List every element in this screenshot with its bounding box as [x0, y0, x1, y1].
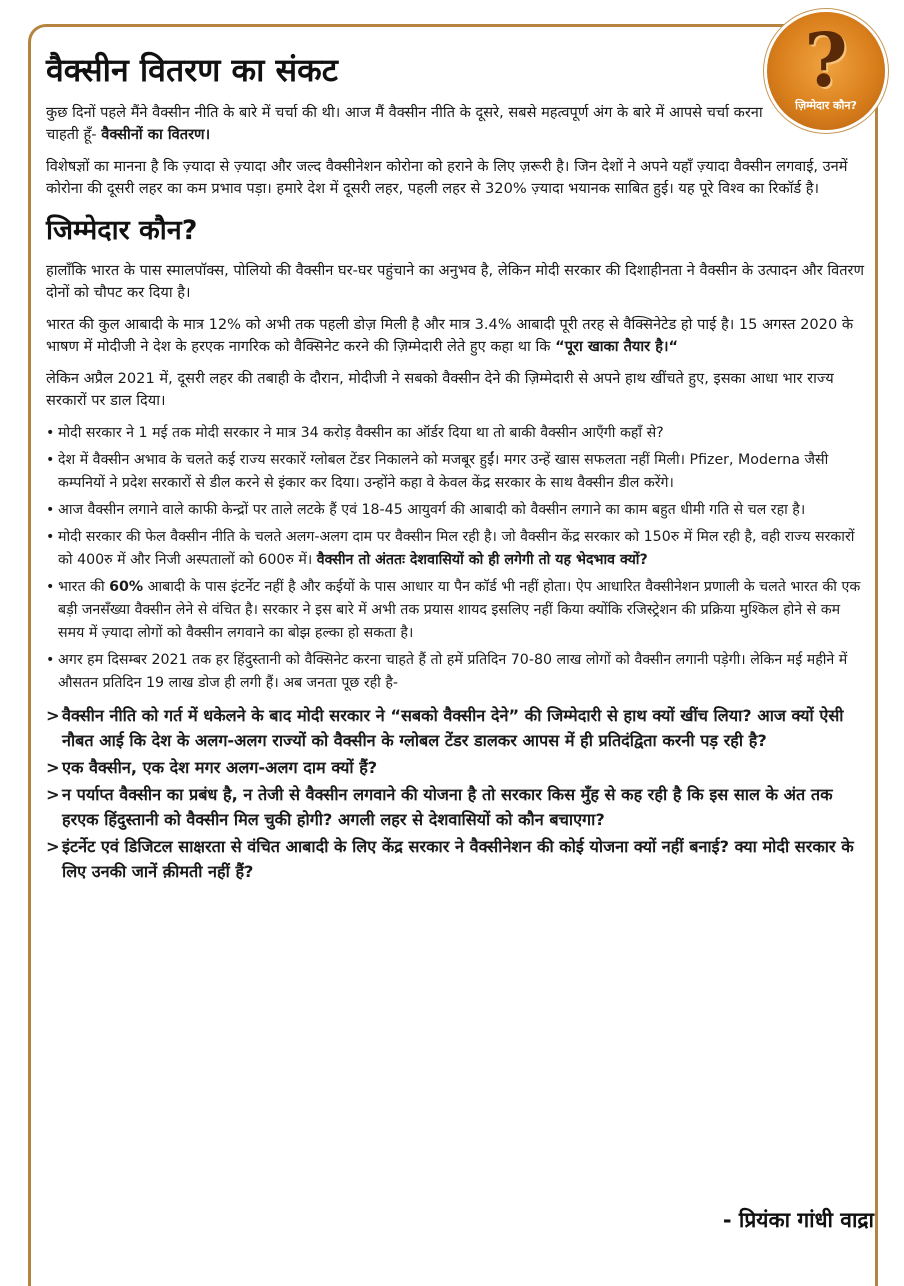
question-item: > वैक्सीन नीति को गर्त में धकेलने के बाद मोदी सरकार ने “सबको वैक्सीन देने” की जिम्मेदारी से हाथ क्यों खींच लिया? आज क्यों ऐसी नौबत आई कि देश के अलग-अलग राज्यों को वैक्सीन के ग्लोबल टेंडर डालकर आपस में ही प्रतिदंद्विता करनी पड़ रही है?	[46, 703, 868, 753]
bullet-item: • आज वैक्सीन लगाने वाले काफी केन्द्रों पर ताले लटके हैं एवं 18-45 आयुवर्ग की आबादी को वैक्सीन लगाने का काम बहुत धीमी गति से चल रहा है।	[46, 499, 868, 522]
bullet-item	[46, 526, 868, 572]
section-heading: जिम्मेदार कौन?	[46, 215, 198, 246]
question-list	[46, 703, 868, 884]
india-paragraph: हालाँकि भारत के पास स्मालपॉक्स, पोलियो की वैक्सीन घर-घर पहुंचाने का अनुभव है, लेकिन मोदी सरकार की दिशाहीनता ने वैक्सीन के उत्पादन और वितरण दोनों को चौपट कर दिया है।	[46, 262, 865, 301]
question-item: > इंटर्नेट एवं डिजिटल साक्षरता से वंचित आबादी के लिए केंद्र सरकार ने वैक्सीनेशन की कोई योजना क्यों नहीं बनाई? क्या मोदी सरकार के लिए उनकी जानें क़ीमती नहीं हैं?	[46, 834, 868, 884]
april-paragraph: लेकिन अप्रैल 2021 में, दूसरी लहर की तबाही के दौरान, मोदीजी ने सबको वैक्सीन देने की ज़िम्मेदारी से अपने हाथ खींचते हुए, इसका आधा भार राज्य सरकारों पर डाल दिया।	[46, 370, 834, 409]
bullet-list	[46, 422, 868, 695]
bullet-text: भारत की	[58, 579, 110, 595]
intro-text: कुछ दिनों पहले मैंने वैक्सीन नीति के बारे में चर्चा की थी। आज मैं वैक्सीन नीति के दूसरे, सबसे महत्वपूर्ण अंग के बारे में आपसे चर्चा करना चाहती हूँ-	[46, 104, 763, 143]
page-title: वैक्सीन वितरण का संकट	[46, 51, 338, 89]
population-paragraph	[46, 314, 868, 358]
article-content	[46, 48, 868, 886]
question-item: > न पर्याप्त वैक्सीन का प्रबंध है, न तेजी से वैक्सीन लगवाने की योजना है तो सरकार किस मुँह से कह रही है कि इस साल के अंत तक हरएक हिंदुस्तानी को वैक्सीन मिल चुकी होगी? अगली लहर से देशवासियों को कौन बचाएगा?	[46, 782, 868, 832]
bullet-item: • अगर हम दिसम्बर 2021 तक हर हिंदुस्तानी को वैक्सिनेट करना चाहते हैं तो हमें प्रतिदिन 70-80 लाख लोगों को वैक्सीन लगानी पड़ेगी। लेकिन मई महीने में औसतन प्रतिदिन 19 लाख डोज ही लगी हैं। अब जनता पूछ रही है-	[46, 649, 868, 695]
population-text: भारत की कुल आबादी के मात्र 12% को अभी तक पहली डोज़ मिली है और मात्र 3.4% आबादी पूरी तरह से वैक्सिनेटेड हो पाई है। 15 अगस्त 2020 के भाषण में मोदीजी ने देश के हरएक नागरिक को वैक्सिनेट करने की ज़िम्मेदारी लेते हुए कहा था कि	[46, 316, 854, 355]
badge-text: ज़िम्मेदार कौन?	[795, 99, 857, 112]
intro-paragraph	[46, 102, 766, 146]
question-mark-icon: ?	[804, 18, 848, 104]
population-quote: “पूरा खाका तैयार है।“	[555, 338, 679, 355]
signature: - प्रियंका गांधी वाद्रा	[722, 1208, 874, 1232]
question-item: > एक वैक्सीन, एक देश मगर अलग-अलग दाम क्यों हैं?	[46, 755, 868, 780]
bullet-bold: 60%	[109, 579, 144, 595]
intro-highlight: वैक्सीनों का वितरण।	[101, 126, 211, 143]
bullet-item: • मोदी सरकार ने 1 मई तक मोदी सरकार ने मात्र 34 करोड़ वैक्सीन का ऑर्डर दिया था तो बाकी वैक्सीन आएँगी कहाँ से?	[46, 422, 868, 445]
bullet-item	[46, 576, 868, 645]
bullet-item: • देश में वैक्सीन अभाव के चलते कई राज्य सरकारें ग्लोबल टेंडर निकालने को मजबूर हुईं। मगर उन्हें खास सफलता नहीं मिली। Pfizer, Moderna जैसी कम्पनियों ने प्रदेश सरकारों से डील करने से इंकार कर दिया। उन्होंने कहा वे केवल केंद्र सरकार के साथ वैक्सीन डील करेंगे।	[46, 449, 868, 495]
bullet-text: आबादी के पास इंटर्नेट नहीं है और कईयों के पास आधार या पैन कॉर्ड भी नहीं होता। ऐप आधारित वैक्सीनेशन प्रणाली के चलते भारत की एक बड़ी जनसँख्या वैक्सीन लेने से वंचित है। सरकार ने इस बारे में अभी तक प्रयास शायद इसलिए नहीं किया क्योंकि रजिस्ट्रेशन की प्रक्रिया मुश्किल होने से कम समय में ज़्यादा लोगों को वैक्सीन लगवाने का बोझ हल्का हो सकता है।	[58, 579, 861, 641]
bullet-text: मोदी सरकार की फेल वैक्सीन नीति के चलते अलग-अलग दाम पर वैक्सीन मिल रही है। जो वैक्सीन केंद्र सरकार को 150रु में मिल रही है, वही राज्य सरकारों को 400रु में और निजी अस्पतालों को 600रु में।	[58, 529, 855, 568]
experts-paragraph: विशेषज्ञों का मानना है कि ज़्यादा से ज़्यादा और जल्द वैक्सीनेशन कोरोना को हराने के लिए ज़रूरी है। जिन देशों ने अपने यहाँ ज़्यादा वैक्सीन लगवाई, उनमें कोरोना की दूसरी लहर का कम प्रभाव पड़ा। हमारे देश में दूसरी लहर, पहली लहर से 320% ज़्यादा भयानक साबित हुई। यह पूरे विश्व का रिकॉर्ड है।	[46, 158, 848, 197]
bullet-bold: वैक्सीन तो अंततः देशवासियों को ही लगेगी तो यह भेदभाव क्यों?	[316, 552, 648, 568]
